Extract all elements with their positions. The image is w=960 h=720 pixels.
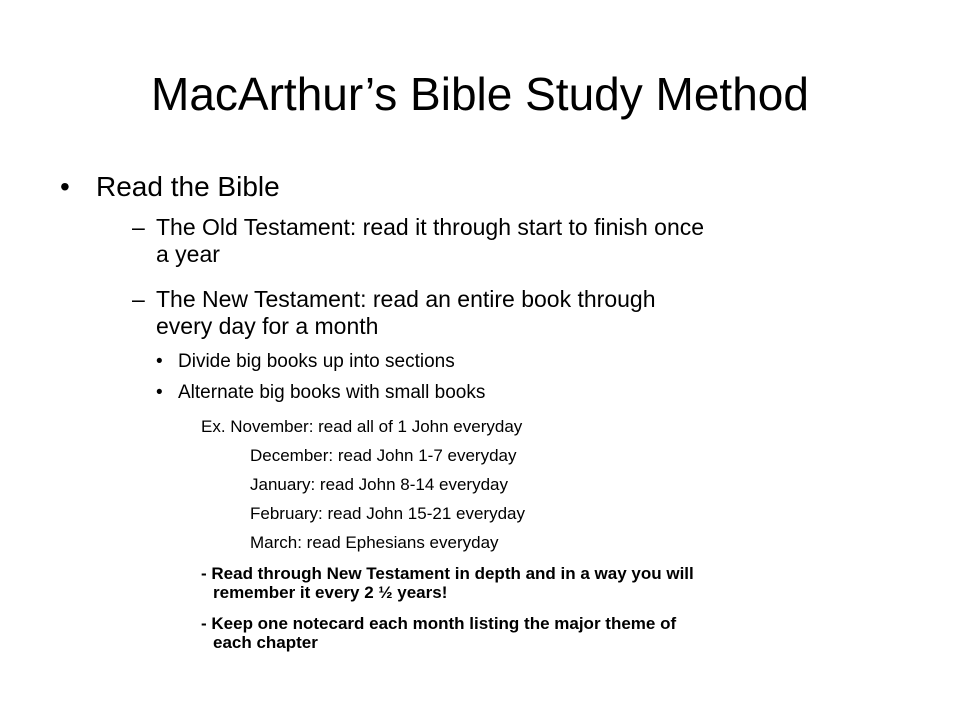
example-line: January: read John 8-14 everyday	[250, 475, 508, 494]
note-line: - Read through New Testament in depth and in a way you will	[201, 564, 694, 583]
sub-sub-point-text: Alternate big books with small books	[178, 382, 486, 403]
sub-point-line: a year	[156, 241, 220, 267]
sub-sub-point-alternate	[156, 381, 485, 405]
example-line: Ex. November: read all of 1 John everyday	[201, 417, 523, 436]
sub-sub-point-divide	[156, 350, 455, 374]
note-line: - Keep one notecard each month listing the major theme of	[201, 614, 677, 633]
example-line: December: read John 1-7 everyday	[250, 446, 517, 465]
bullet-icon: •	[60, 171, 70, 202]
sub-point-line: every day for a month	[156, 313, 379, 339]
note-read-through	[201, 564, 921, 602]
dash-icon: –	[132, 214, 145, 240]
example-line: February: read John 15-21 everyday	[250, 504, 525, 523]
bullet-text: Read the Bible	[96, 171, 280, 202]
note-notecard	[201, 614, 921, 652]
bullet-icon: •	[156, 351, 163, 372]
bullet-icon: •	[156, 382, 163, 403]
example-line: March: read Ephesians everyday	[250, 533, 499, 552]
sub-point-old-testament	[132, 214, 922, 268]
sub-sub-point-text: Divide big books up into sections	[178, 351, 455, 372]
bullet-read-the-bible	[60, 168, 280, 206]
sub-point-line: The Old Testament: read it through start to finish once	[156, 214, 705, 240]
sub-point-line: The New Testament: read an entire book through	[156, 286, 656, 312]
dash-icon: –	[132, 286, 145, 312]
note-line: each chapter	[213, 633, 318, 652]
slide-title: MacArthur’s Bible Study Method	[151, 68, 809, 120]
note-line: remember it every 2 ½ years!	[213, 583, 448, 602]
sub-point-new-testament	[132, 286, 922, 340]
